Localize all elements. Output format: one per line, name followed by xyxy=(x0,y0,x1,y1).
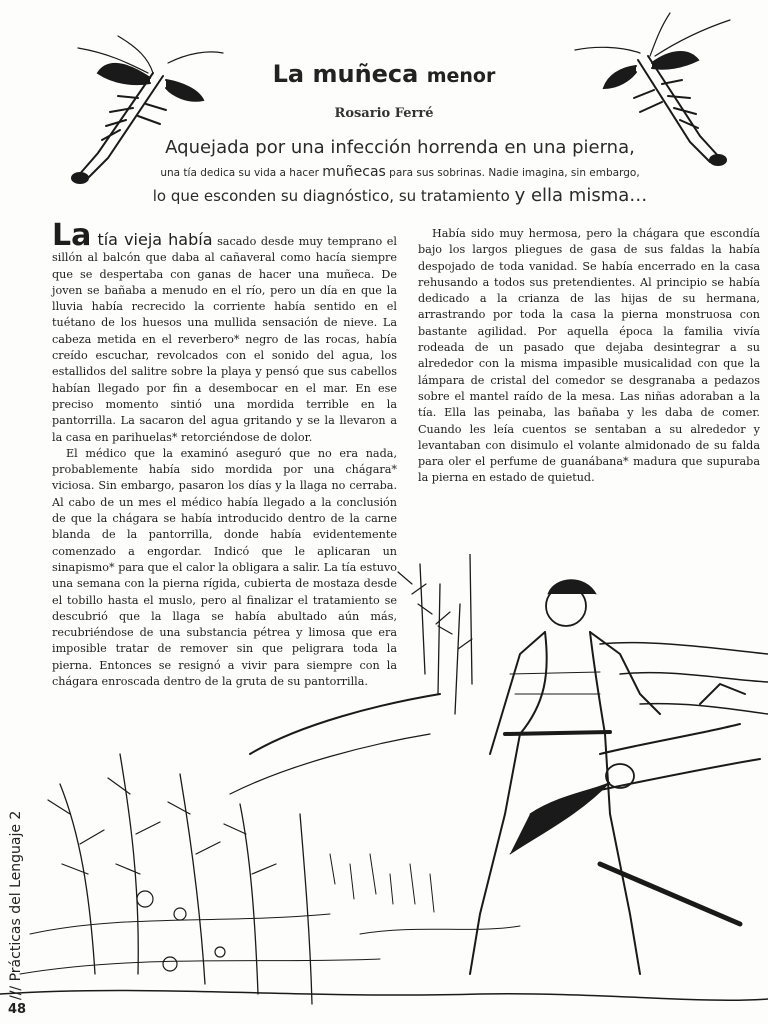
page-number: 48 xyxy=(8,1002,27,1017)
title-small: menor xyxy=(426,65,496,87)
blurb-line-1: Aquejada por una infección horrenda en una pierna, xyxy=(165,137,635,158)
blurb-line-2: una tía dedica su vida a hacer muñecas para sus sobrinas. Nadie imagina, sin embargo, xyxy=(160,164,640,181)
drop-cap: La xyxy=(52,218,92,253)
book-section-label: /// Prácticas del Lenguaje 2 xyxy=(8,810,24,1000)
author-name: Rosario Ferré xyxy=(334,106,434,121)
paragraph: Había sido muy hermosa, pero la chágara que escondía bajo los largos pliegues de gasa de sus faldas la había despojado de toda vanidad. Se había encerrado en la casa rehusando a todos sus pretendientes. Al principio se había dedicado a la crianza de las hijas de su hermana, arrastrando por toda la casa la pierna monstruosa con bastante agilidad. Por aquella época la familia vivía rodeada de un pasado que dejaba desintegrar a su alrededor con la misma impasible musicalidad con que la lámpara de cristal del comedor se desgranaba a pedazos sobre el mantel raído de la mesa. Las niñas adoraban a la tía. Ella las peinaba, las bañaba y les daba de comer. Cuando les leía cuentos se sentaban a su alrededor y levantaban con disimulo el volante almidonado de su falda para oler el perfume de guanábana* madura que supuraba la pierna en estado de quietud. xyxy=(418,227,760,485)
title-main: La muñeca xyxy=(272,60,419,88)
story-blurb xyxy=(120,136,680,207)
story-title xyxy=(0,60,768,88)
blurb-line-3: lo que esconden su diagnóstico, su tratamiento y ella misma… xyxy=(152,184,648,206)
text-column-right xyxy=(418,226,760,487)
paragraph: El médico que la examinó aseguró que no era nada, probablemente había sido mordida por una chágara* viciosa. Sin embargo, pasaron los días y la llaga no cerraba. Al cabo de un mes el médico había llegado a la conclusión de que la chágara se había introducido dentro de la carne blanda de la pantorrilla, donde había evidentemente comenzado a engordar. Indicó que le aplicaran un sinapismo* para que el calor la obligara a salir. La tía estuvo una semana con la pierna rígida, cubierta de mostaza desde el tobillo hasta el muslo, pero al finalizar el tratamiento se descubrió que la llaga se había abultado aún más, recubriéndose de una substancia pétrea y limosa que era imposible tratar de remover sin que peligrara toda la pierna. Entonces se resignó a vivir para siempre con la chágara enroscada dentro de la gruta de su pantorrilla. xyxy=(52,446,397,689)
paragraph: La tía vieja había sacado desde muy temprano el sillón al balcón que daba al cañaveral como hacía siempre que se despertaba con ganas de hacer una muñeca. De joven se bañaba a menudo en el río, pero un día en que la lluvia había recrecido la corriente había sentido en el tuétano de los huesos una mullida sensación de nieve. La cabeza metida en el reverbero* negro de las rocas, había creído escuchar, revolcados con el sonido del agua, los estallidos del salitre sobre la playa y pensó que sus cabellos habían llegado por fin a desembocar en el mar. En ese preciso momento sintió una mordida terrible en la pantorrilla. La sacaron del agua gritando y se la llevaron a la casa en parihuelas* retorciéndose de dolor. xyxy=(52,218,398,444)
field-rescue-illustration xyxy=(0,554,768,1024)
